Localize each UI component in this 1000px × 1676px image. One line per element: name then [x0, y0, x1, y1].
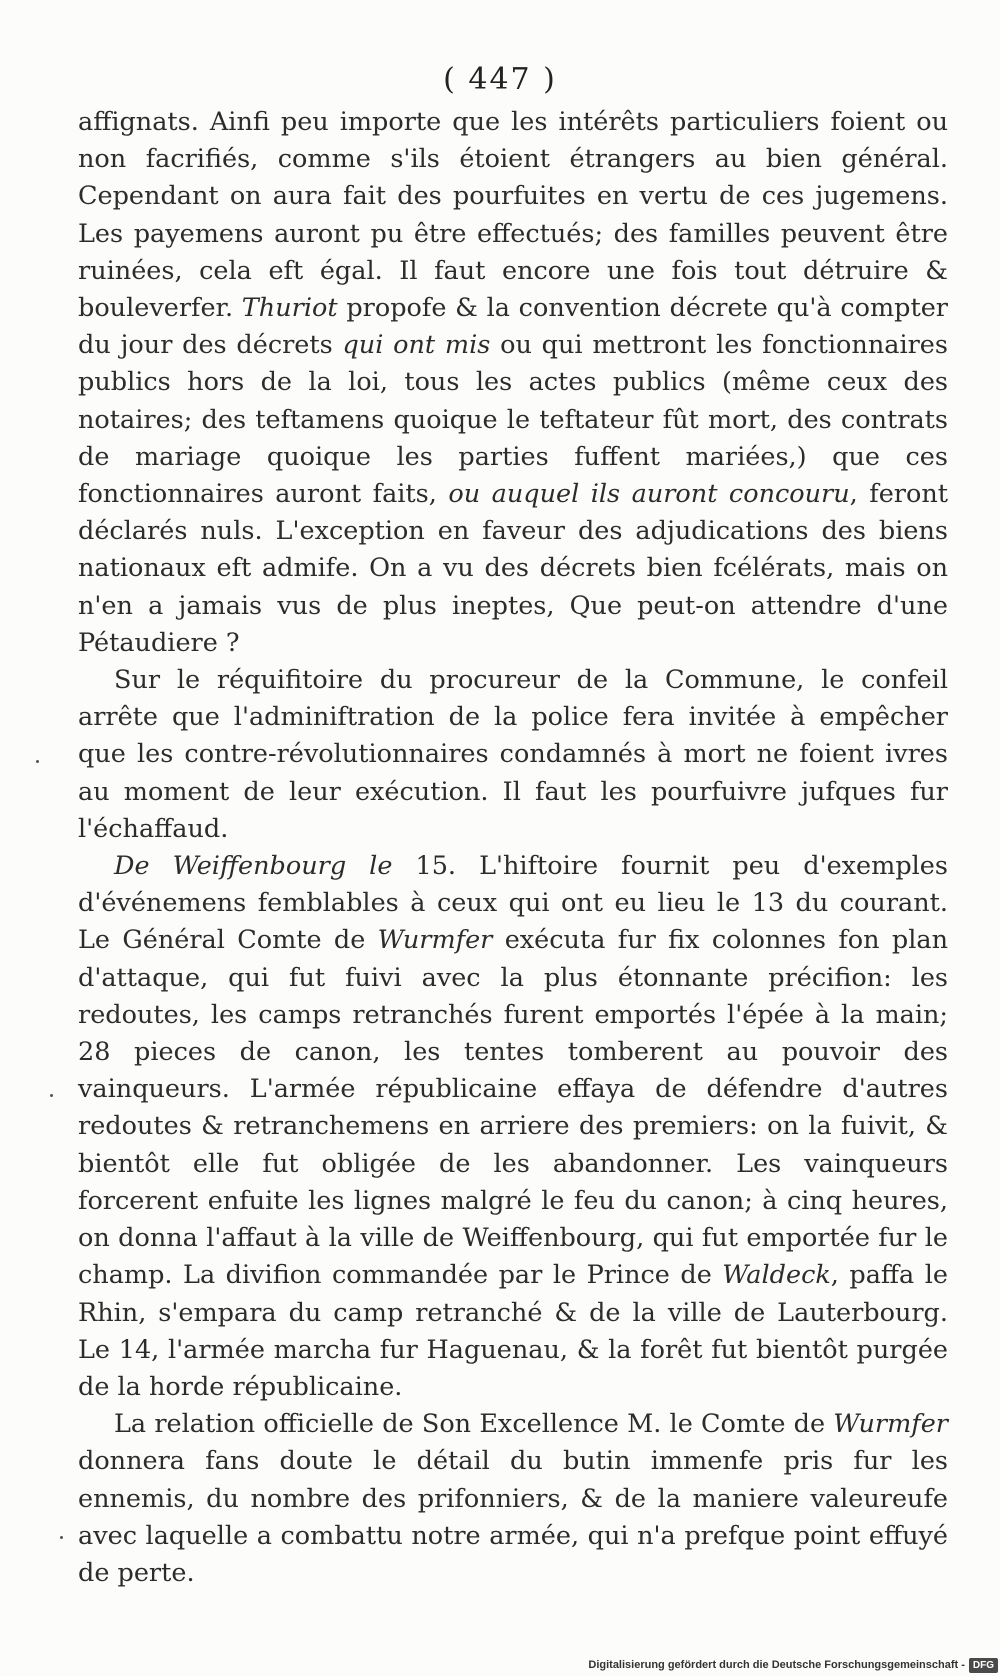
p3-text-2: exécuta fur fix colonnes fon plan d'attaque, qui fut fuivi avec la plus étonnante précifion: les redoutes, les camps retranchés furent emportés l'épée à la main; 28 pieces de canon, les tentes tomberent au pouvoir des vainqueurs. L'armée républicaine effaya de défendre d'autres redoutes & retranchemens en arriere des premiers: on la fuivit, & bientôt elle fut obligée de les abandonner. Les vainqueurs forcerent enfuite les lignes malgré le feu du canon; à cinq heures, on donna l'affaut à la ville de Weiffenbourg, qui fut emportée fur le champ. La divifion commandée par le Prince de	[78, 925, 948, 1291]
paragraph-4	[78, 1406, 948, 1592]
p1-text-2: propofe & la convention décrete qu'à compter du jour des décrets	[78, 293, 948, 361]
p1-italic-concouru: ou auquel ils auront concouru	[448, 479, 850, 510]
scan-speck	[36, 760, 39, 763]
scan-speck	[50, 1094, 53, 1097]
digitization-footer	[588, 1654, 1000, 1676]
footer-credit: Digitalisierung gefördert durch die Deutsche Forschungsgemeinschaft -	[588, 1659, 965, 1671]
page-number: ( 447 )	[443, 62, 557, 97]
p1-text-3: ou qui mettront les fonctionnaires publics hors de la loi, tous les actes publics (même ceux des notaires; des teftamens quoique le teftateur fût mort, des contrats de mariage quoique les parties fuffent mariées,) que ces fonctionnaires auront faits,	[78, 330, 948, 510]
p1-text-4: , feront déclarés nuls. L'exception en faveur des adjudications des biens nationaux eft admife. On a vu des décrets bien fcélérats, mais on n'en a jamais vus de plus ineptes, Que peut-on attendre d'une Pétaudiere ?	[78, 479, 949, 658]
paragraph-1	[78, 104, 948, 662]
p4-italic-wurmser: Wurmfer	[833, 1409, 948, 1440]
p3-text-3: , paffa le Rhin, s'empara du camp retranché & de la ville de Lauterbourg. Le 14, l'armée marcha fur Haguenau, & la forêt fut bientôt purgée de la horde républicaine.	[78, 1260, 948, 1402]
body-text	[78, 104, 948, 1592]
p3-italic-waldeck: Waldeck	[722, 1260, 831, 1291]
paragraph-2	[78, 662, 948, 848]
scan-speck	[60, 1536, 63, 1539]
p3-italic-dateline: De Weiffenbourg le	[114, 851, 393, 882]
p4-text-2: donnera fans doute le détail du butin immenfe pris fur les ennemis, du nombre des prifonniers, & de la maniere valeureufe avec laquelle a combattu notre armée, qui n'a prefque point effuyé de perte.	[78, 1446, 948, 1588]
p3-italic-wurmser: Wurmfer	[377, 925, 493, 956]
p3-text-1: 15. L'hiftoire fournit peu d'exemples d'événemens femblables à ceux qui ont eu lieu le 13 du courant. Le Général Comte de	[78, 851, 948, 956]
p2-text-1: Sur le réquifitoire du procureur de la Commune, le confeil arrête que l'adminiftration de la police fera invitée à empêcher que les contre-révolutionnaires condamnés à mort ne foient ivres au moment de leur exécution. Il faut les pourfuivre jufques fur l'échaffaud.	[78, 665, 948, 844]
p1-italic-thuriot: Thuriot	[241, 293, 338, 324]
paragraph-3	[78, 848, 948, 1406]
p1-text-1: affignats. Ainfi peu importe que les intérêts particuliers foient ou non facrifiés, comme s'ils étoient étrangers au bien général. Cependant on aura fait des pourfuites en vertu de ces jugemens. Les payemens auront pu être effectués; des familles peuvent être ruinées, cela eft égal. Il faut encore une fois tout détruire & bouleverfer.	[78, 107, 948, 324]
p4-text-1: La relation officielle de Son Excellence M. le Comte de	[114, 1409, 834, 1440]
dfg-logo-icon: DFG	[969, 1658, 998, 1673]
p1-italic-qui-ont-mis: qui ont mis	[342, 330, 491, 361]
